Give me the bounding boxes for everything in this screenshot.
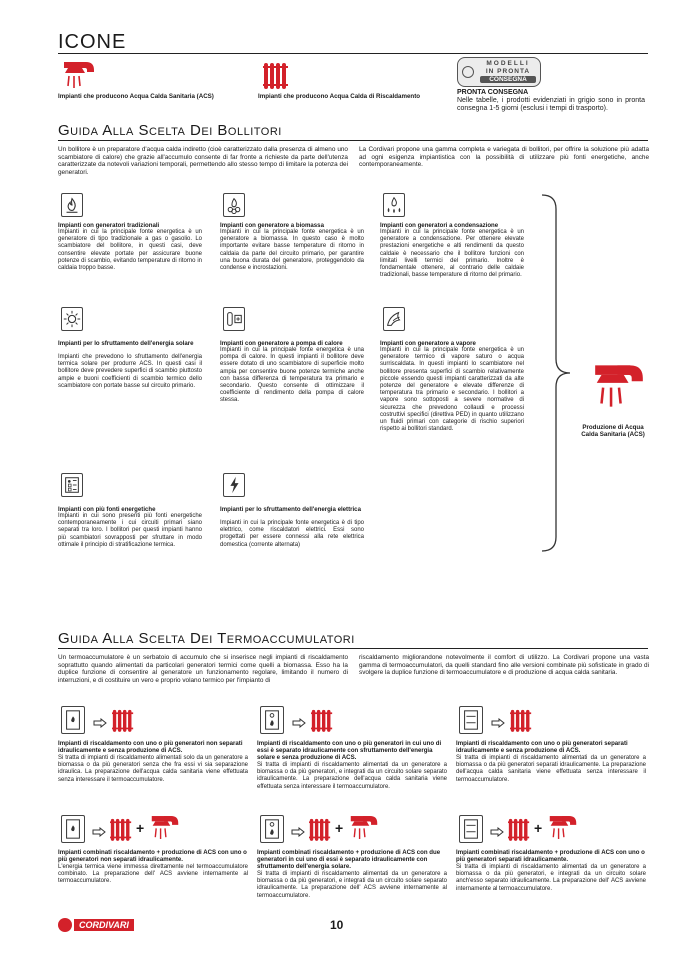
truck-icon xyxy=(462,66,474,78)
bollitori-heading: Guida Alla Scelta Dei Bollitori xyxy=(58,122,282,139)
bollitori-item-text: Impianti in cui la principale fonte energetica è un generatore di tipo tradizionale a gas o gasolio. Lo scambiatore del bollitore, in questi casi, deve consentire elevate portate per assicurare buone potenze di scambio, evitando temperature di ritorno in caldaia troppo basse. xyxy=(58,229,202,271)
bollitori-item-text: Impianti in cui la principale fonte energetica è di tipo elettrico, come riscaldatori elettrici. Essi sono progettati per essere connessi alla rete elettrica domestica (corrente alternata) xyxy=(220,520,364,548)
stamp-line2: IN PRONTA xyxy=(485,68,531,75)
faucet-icon xyxy=(62,60,96,90)
pronta-consegna-text: Nelle tabelle, i prodotti evidenziati in grigio sono in pronta consegna 1-5 giorni (esclusi i tempi di trasporto). xyxy=(457,97,645,113)
bollitori-item-title: Impianti con generatore a vapore xyxy=(380,340,476,347)
termo-heading: Guida Alla Scelta Dei Termoaccumulatori xyxy=(58,630,355,647)
flame-icon xyxy=(61,193,83,217)
arrow-icon xyxy=(92,824,106,834)
termo-item-title: Impianti di riscaldamento con uno o più generatori in cui uno di essi è separato idraulicamente con sfruttamento dell'energia solare e senza produzione di ACS. xyxy=(257,740,442,761)
heating-legend-caption: Impianti che producono Acqua Calda di Riscaldamento xyxy=(258,93,421,100)
faucet-icon xyxy=(548,814,578,842)
heat-pump-icon xyxy=(223,307,245,331)
radiator-icon xyxy=(309,815,331,843)
steam-icon xyxy=(383,307,405,331)
plus-icon: + xyxy=(335,820,344,836)
bollitori-item-title: Impianti con più fonti energetiche xyxy=(58,506,156,513)
radiator-icon xyxy=(110,815,132,843)
electric-icon xyxy=(223,473,245,497)
bollitori-item-text: Impianti che prevedono lo sfruttamento dell'energia termica solare per produrre ACS. In questi casi il bollitore deve prevedere superfici di scambio piuttosto ampie e buoni coefficienti di scambio termico dello scambiatore con portate basse sul circuito primario. xyxy=(58,354,202,389)
stamp-line1: MODELLI xyxy=(486,60,530,67)
page-title: ICONE xyxy=(58,31,127,53)
boiler-icon xyxy=(260,815,284,843)
plus-icon: + xyxy=(534,820,543,836)
radiator-icon xyxy=(508,815,530,843)
termo-item-title: Impianti combinati riscaldamento + produzione di ACS con uno o più generatori separati idraulicamente. xyxy=(456,849,645,863)
boiler-icon xyxy=(459,706,483,734)
termo-item-text: Si tratta di impianti di riscaldamento alimentati da un generatore a biomassa o da più generatori, e integrati da un circuito solare separato idraulicamente. La preparazione dell'acqua calda sanitaria viene effettuata senza interessare il termoaccumulatore. xyxy=(257,762,447,790)
faucet-icon xyxy=(349,814,379,842)
page-number: 10 xyxy=(330,918,344,932)
brand-logo xyxy=(58,918,134,932)
radiator-icon xyxy=(112,706,134,734)
termo-rule xyxy=(58,648,648,649)
bollitori-item-title: Impianti con generatore a pompa di calore xyxy=(220,340,343,347)
arrow-icon xyxy=(491,715,505,725)
plus-icon: + xyxy=(136,820,145,836)
pronta-consegna-stamp xyxy=(457,57,541,87)
acs-legend-caption: Impianti che producono Acqua Calda Sanitaria (ACS) xyxy=(58,93,214,100)
termo-item-text: Si tratta di impianti di riscaldamento alimentati solo da un generatore a biomassa o da più generatori senza che fra essi vi sia separazione idraulica. La preparazione dell'acqua calda sanitaria viene effettuata senza interessare il termoaccumulatore. xyxy=(58,755,248,783)
bollitori-intro-left: Un bollitore è un preparatore d'acqua calda indiretto (cioè caratterizzato dalla presenza di almeno uno scambiatore di calore) che grazie all'accumulo consente di far fronte a richieste da parte dell'utenza caratterizzate da notevoli variazioni temporali, permettendo allo stesso tempo di limitare la potenza dei generatori. xyxy=(58,146,348,177)
bollitori-item-title: Impianti per lo sfruttamento dell'energia solare xyxy=(58,340,194,347)
bracket xyxy=(540,193,580,565)
bollitori-item-title: Impianti con generatore a biomassa xyxy=(220,222,324,229)
acs-side-label: Produzione di Acqua Calda Sanitaria (ACS) xyxy=(581,424,645,439)
pronta-consegna-title: PRONTA CONSEGNA xyxy=(457,89,529,96)
title-rule xyxy=(58,53,648,54)
bollitori-item-text: Impianti in cui la principale fonte energetica è un generatore a biomassa. In questo caso è molto importante evitare basse temperature di ritorno in caldaia da parte del circuito primario, per garantire una buona durata del generatore, proteggendolo da condense e incrostazioni. xyxy=(220,229,364,271)
boiler-icon xyxy=(61,815,85,843)
termo-intro-left: Un termoaccumulatore è un serbatoio di accumulo che si inserisce negli impianti di riscaldamento soprattutto quando alimentati da particolari generatori termici come quelli a biomassa. Esso ha la duplice funzione di consentire al generatore un funzionamento regolare, limitando il numero di interruzioni, e di costituire un vero e proprio volano termico per l'impianto di xyxy=(58,654,348,685)
radiator-icon xyxy=(311,706,333,734)
termo-intro-right: riscaldamento migliorandone notevolmente il comfort di utilizzo. La Cordivari propone una vasta gamma di termoaccumulatori, da quelli standard fino alle versioni combinate più sofisticate in grado di svolgere la duplice funzione di termoaccumulatore e di produzione di acqua calda sanitaria. xyxy=(359,654,649,677)
termo-item-title: Impianti combinati riscaldamento + produzione di ACS con due generatori in cui uno di essi è separato idraulicamente con sfruttamento dell'energia solare. xyxy=(257,849,441,870)
stamp-line3: CONSEGNA xyxy=(480,76,536,83)
radiator-icon xyxy=(510,706,532,734)
faucet-icon xyxy=(592,362,646,416)
bollitori-item-text: Impianti in cui sono presenti più fonti energetiche contemporaneamente i cui circuiti primari siano separati tra loro. I bollitori per questi impianti hanno più scambiatori sovrapposti per sfruttare in modo ottimale il principio di stratificazione termica. xyxy=(58,513,202,548)
bollitori-item-title: Impianti con generatori tradizionali xyxy=(58,222,160,229)
boiler-icon xyxy=(61,706,85,734)
multi-source-icon xyxy=(61,473,83,497)
logo-text: CORDIVARI xyxy=(74,919,134,931)
boiler-icon xyxy=(260,706,284,734)
bollitori-intro-right: La Cordivari propone una gamma completa e variegata di bollitori, per offrire la soluzione più adatta ad ogni esigenza impiantistica con la possibilità di utilizzare più fonti energetiche, anche contemporaneamente. xyxy=(359,146,649,169)
termo-item-text: Si tratta di impianti di riscaldamento alimentati da un generatore a biomassa o da più generatori, e integrati da un circuito solare separato idraulicamente. La preparazione dell' ACS avviene internamente al termoaccumulatore. xyxy=(257,871,447,899)
arrow-icon xyxy=(292,715,306,725)
radiator-icon xyxy=(263,60,289,90)
bollitori-rule xyxy=(58,140,648,141)
faucet-icon xyxy=(150,814,180,842)
termo-item-text: Si tratta di impianti di riscaldamento alimentati da un generatore a biomassa o da più generatori separati idraulicamente. La preparazione dell'acqua calda sanitaria viene effettuata senza interessare il termoaccumulatore. xyxy=(456,755,646,783)
bollitori-item-text: Impianti in cui la principale fonte energetica è un generatore a condensazione. Per ottenere elevate prestazioni energetiche e alti rendimenti da questo caldaie è necessario che il bollitore funzioni con limitati livelli termici del primario. Inoltre è fondamentale ottenere, al contrario delle caldaie tradizionali, basse temperature di ritorno del primario. xyxy=(380,229,524,279)
condensing-icon xyxy=(383,193,405,217)
arrow-icon xyxy=(490,824,504,834)
arrow-icon xyxy=(291,824,305,834)
termo-item-title: Impianti di riscaldamento con uno o più generatori separati idraulicamente e senza produzione di ACS. xyxy=(456,740,628,754)
arrow-icon xyxy=(93,715,107,725)
bollitori-item-title: Impianti con generatori a condensazione xyxy=(380,222,499,229)
bollitori-item-title: Impianti per lo sfruttamento dell'energia elettrica xyxy=(220,506,361,513)
termo-item-text: L'energia termica viene immessa direttamente nel termoaccumulatore combinato. La preparazione dell' ACS avviene internamente al termoaccumulatore. xyxy=(58,864,248,885)
termo-item-text: Si tratta di impianti di riscaldamento alimentati da un generatore a biomassa o da più generatori, e integrati da un circuito solare anch'esso separato idraulicamente. La preparazione dell' ACS avviene internamente al termoaccumulatore. xyxy=(456,864,646,892)
bollitori-item-text: Impianti in cui la principale fonte energetica è un generatore termico di vapore saturo o acqua surriscaldata. In questi impianti lo scambiatore nel bollitore presenta superfici di scambio relativamente piccole essendo questi impianti caratterizzati da alte potenze del generatore e elevate differenze di temperatura tra primario e secondario. I bollitori a vapore sono sottoposti a severe normative di sicurezza che prevedono collaudi e processi costruttivi specifici (direttiva PED) in quanto utilizzano un fluidi primari con categorie di rischio superiori rispetto ai bollitori standard. xyxy=(380,347,524,433)
sun-icon xyxy=(61,307,83,331)
logo-icon xyxy=(58,918,72,932)
bollitori-item-text: Impianti in cui la principale fonte energetica è una pompa di calore. In questi impianti il bollitore deve essere dotato di uno scambiatore di superficie molto ampia per consentire buone potenze termiche anche con bassa differenza di temperatura tra primario e secondario. Questo consente di ottimizzare il coefficiente di rendimento della pompa di calore stessa. xyxy=(220,347,364,404)
termo-item-title: Impianti combinati riscaldamento + produzione di ACS con uno o più generatori non separati idraulicamente. xyxy=(58,849,247,863)
biomass-icon xyxy=(223,193,245,217)
termo-item-title: Impianti di riscaldamento con uno o più generatori non separati idraulicamente e senza produzione di ACS. xyxy=(58,740,243,754)
boiler-icon xyxy=(459,815,483,843)
